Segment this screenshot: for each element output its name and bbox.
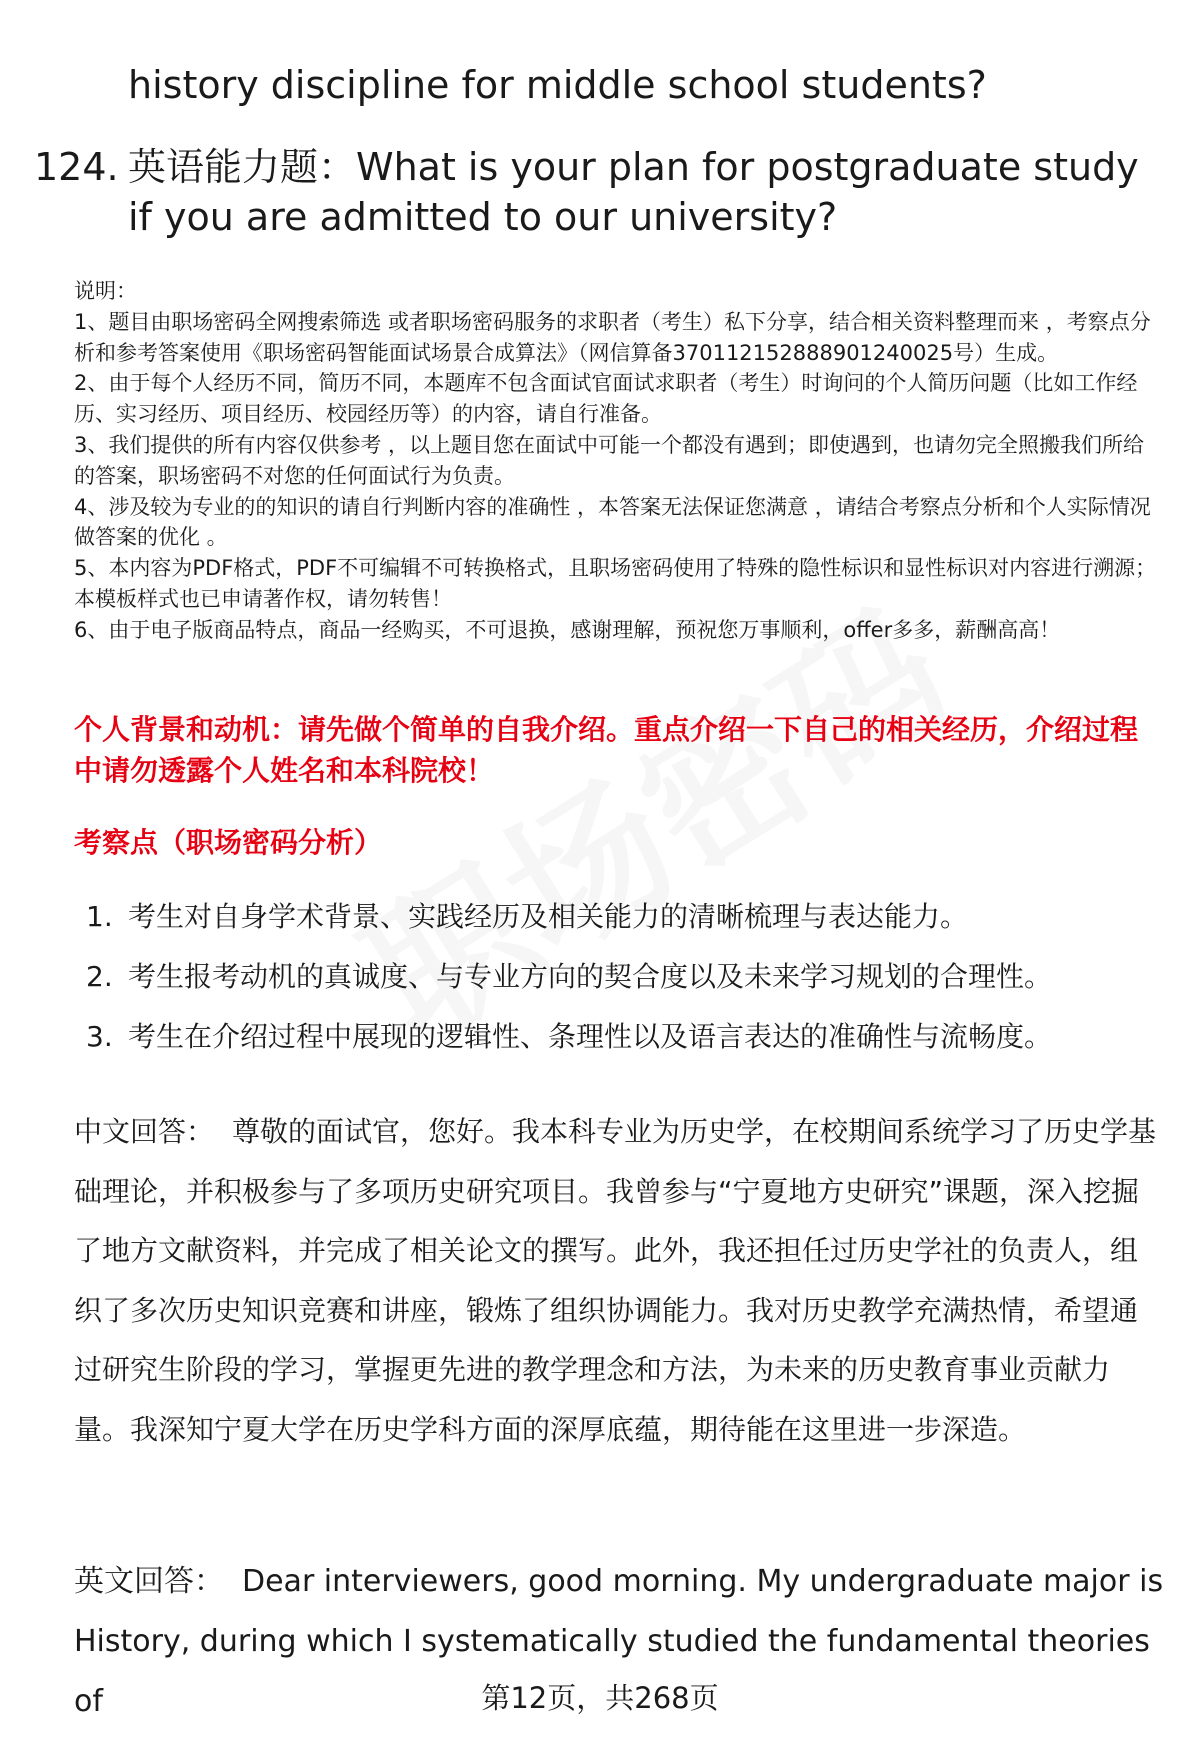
english-answer-text: Dear interviewers, good morning. My undergraduate major is History, during which I systematically studied the fundamental theories of [74, 1564, 1164, 1719]
notes-section [74, 276, 1164, 646]
list-item [86, 957, 1166, 1017]
notes-title: 说明： [74, 279, 137, 303]
chinese-answer-label: 中文回答： [74, 1115, 215, 1148]
list-item-text: 考生对自身学术背景、实践经历及相关能力的清晰梳理与表达能力。 [128, 900, 969, 933]
list-item [86, 897, 1166, 957]
list-item [86, 1017, 1166, 1077]
chinese-answer-text: 尊敬的面试官，您好。我本科专业为历史学，在校期间系统学习了历史学基础理论，并积极参与了多项历史研究项目。我曾参与“宁夏地方史研究”课题，深入挖掘了地方文献资料，并完成了相关论文的撰写。此外，我还担任过历史学社的负责人，组织了多次历史知识竞赛和讲座，锻炼了组织协调能力。我对历史教学充满热情，希望通过研究生阶段的学习，掌握更先进的教学理念和方法，为未来的历史教育事业贡献力量。我深知宁夏大学在历史学科方面的深厚底蕴，期待能在这里进一步深造。 [74, 1115, 1157, 1446]
note-item-4: 4、涉及较为专业的的知识的请自行判断内容的准确性 ，本答案无法保证您满意 ，请结合考察点分析和个人实际情况做答案的优化 。 [74, 494, 1151, 550]
note-item-6: 6、由于电子版商品特点，商品一经购买，不可退换，感谢理解，预祝您万事顺利，offer多多，薪酬高高！ [74, 617, 1061, 642]
background-motivation-heading: 个人背景和动机：请先做个简单的自我介绍。重点介绍一下自己的相关经历，介绍过程中请勿透露个人姓名和本科院校！ [74, 713, 1139, 787]
question-number: 124. [34, 145, 119, 189]
list-item-text: 考生报考动机的真诚度、与专业方向的契合度以及未来学习规划的合理性。 [128, 960, 1053, 993]
list-item-number: 1. [86, 900, 113, 933]
note-item-5: 5、本内容为PDF格式，PDF不可编辑不可转换格式，且职场密码使用了特殊的隐性标识和显性标识对内容进行溯源；本模板样式也已申请著作权，请勿转售！ [74, 556, 1157, 611]
list-item-text: 考生在介绍过程中展现的逻辑性、条理性以及语言表达的准确性与流畅度。 [128, 1020, 1053, 1053]
exam-points-heading: 考察点（职场密码分析） [74, 826, 383, 859]
question-text: 英语能力题：What is your plan for postgraduate study if you are admitted to our university? [128, 145, 1139, 239]
chinese-answer [74, 1102, 1164, 1459]
note-item-1: 1、题目由职场密码全网搜索筛选 或者职场密码服务的求职者（考生）私下分享，结合相关资料整理而来 ，考察点分析和参考答案使用《职场密码智能面试场景合成算法》（网信算备370112152888901240025号）生成。 [74, 309, 1151, 365]
previous-question-tail: history discipline for middle school students? [128, 63, 987, 107]
exam-points-list [86, 897, 1166, 1077]
page-footer: 第12页，共268页 [481, 1681, 719, 1715]
list-item-number: 2. [86, 960, 113, 993]
note-item-2: 2、由于每个人经历不同，简历不同，本题库不包含面试官面试求职者（考生）时询问的个人简历问题（比如工作经历、实习经历、项目经历、校园经历等）的内容，请自行准备。 [74, 371, 1138, 427]
english-answer-label: 英文回答： [74, 1564, 224, 1599]
note-item-3: 3、我们提供的所有内容仅供参考 ，以上题目您在面试中可能一个都没有遇到；即使遇到，也请勿完全照搬我们所给的答案，职场密码不对您的任何面试行为负责。 [74, 432, 1145, 488]
question-124 [34, 142, 1164, 242]
list-item-number: 3. [86, 1020, 113, 1053]
